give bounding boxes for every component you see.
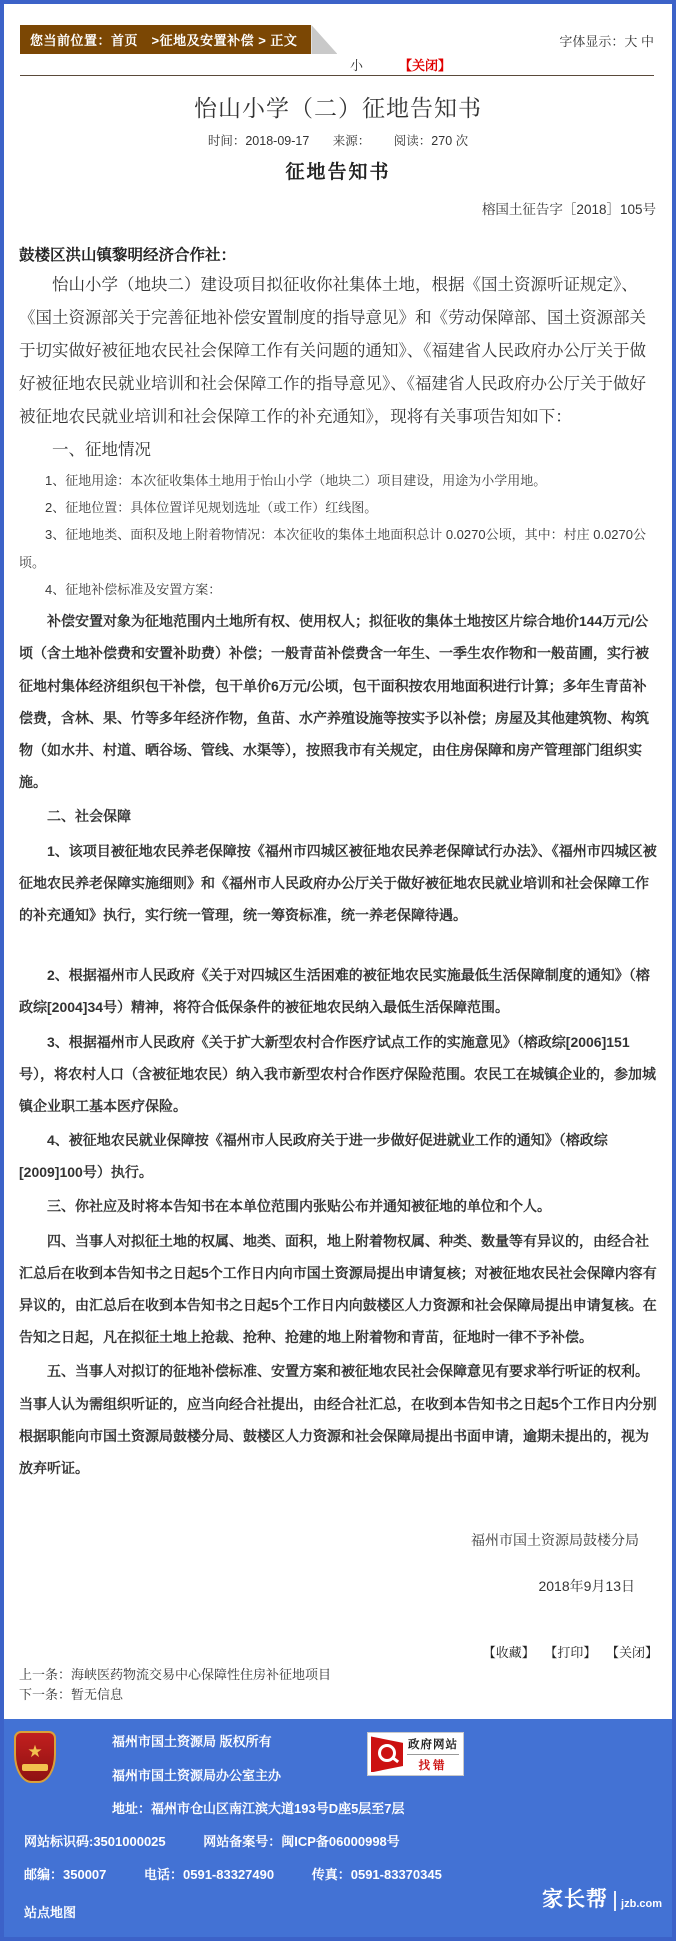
government-emblem-logo — [14, 1731, 56, 1783]
prev-article-link[interactable]: 上一条：海峡医药物流交易中心保障性住房补征地项目 — [19, 1667, 332, 1683]
meta-source: 来源： — [332, 134, 371, 148]
footer-site-id-row — [24, 1833, 652, 1851]
article-paragraph: 4、被征地农民就业保障按《福州市人民政府关于进一步做好促进就业工作的通知》（榕政综[2009]100号）执行。 — [19, 1132, 608, 1181]
font-size-control[interactable]: 字体显示：大 中 — [559, 34, 654, 49]
article-body — [4, 244, 672, 1596]
meta-views: 阅读：270 次 — [393, 134, 469, 148]
action-links — [4, 1642, 672, 1661]
article-paragraph: 3、根据福州市人民政府《关于扩大新型农村合作医疗试点工作的实施意见》（榕政综[2006]151号），将农村人口（含被征地农民）纳入我市新型农村合作医疗保险范围。农民工在城镇企业的，参加城镇企业职工基本医疗保险。 — [19, 1033, 656, 1114]
footer-zipcode: 邮编：350007 — [24, 1867, 107, 1883]
signature-block — [19, 1530, 657, 1596]
meta-time: 时间：2018-09-17 — [207, 134, 310, 148]
watermark-divider — [614, 1891, 616, 1911]
document-title: 征地告知书 — [285, 162, 391, 183]
gov-badge-line2: 找错 — [418, 1759, 448, 1772]
footer-phone: 电话：0591-83327490 — [144, 1867, 275, 1883]
signer: 福州市国土资源局鼓楼分局 — [471, 1532, 639, 1549]
top-bar — [20, 25, 654, 54]
sub-bar — [20, 54, 654, 76]
footer-address: 地址：福州市仓山区南江滨大道193号D座5层至7层 — [112, 1800, 405, 1816]
document-number: 榕国土征告字［2018］105号 — [481, 202, 656, 217]
site-footer — [4, 1719, 672, 1936]
gov-badge-text — [403, 1733, 463, 1775]
close-link[interactable]: 【关闭】 — [399, 58, 452, 73]
footer-icp[interactable]: 网站备案号：闽ICP备06000998号 — [203, 1834, 400, 1849]
article-paragraph: 一、征地情况 — [52, 440, 151, 459]
next-article-link[interactable]: 下一条：暂无信息 — [19, 1687, 124, 1703]
breadcrumb[interactable] — [20, 25, 337, 54]
article-paragraph: 2、根据福州市人民政府《关于对四城区生活困难的被征地农民实施最低生活保障制度的通知》（榕政综[2004]34号）精神，将符合低保条件的被征地农民纳入最低生活保障范围。 — [19, 967, 650, 1016]
article-paragraph: 四、当事人对拟征土地的权属、地类、面积，地上附着物权属、种类、数量等有异议的，由经合社汇总后在收到本告知书之日起5个工作日内向市国土资源局提出申请复核；对被征地农民社会保障内容有异议的，由汇总后在收到本告知书之日起5个工作日内向鼓楼区人力资源和社会保障局提出申请复核。在告知之日起，凡在拟征土地上抢裁、抢种、抢建的地上附着物和青苗，征地时一律不予补偿。 — [19, 1232, 657, 1346]
article-paragraph: 1、征地用途：本次征收集体土地用于怡山小学（地块二）项目建设，用途为小学用地。 — [45, 472, 547, 488]
article-paragraph: 怡山小学（地块二）建设项目拟征收你社集体土地，根据《国土资源听证规定》、《国土资源部关于完善征地补偿安置制度的指导意见》和《劳动保障部、国土资源部关于切实做好被征地农民社会保障工作有关问题的通知》、《福建省人民政府办公厅关于做好被征地农民就业培训和社会保障工作的指导意见》、《福建省人民政府办公厅关于做好被征地农民就业培训和社会保障工作的补充通知》，现将有关事项告知如下： — [19, 275, 646, 426]
breadcrumb-label[interactable]: 您当前位置：首页 >征地及安置补偿 > 正文 — [20, 25, 311, 54]
article-paragraph: 1、该项目被征地农民养老保障按《福州市四城区被征地农民养老保障试行办法》、《福州市四城区被征地农民养老保障实施细则》和《福州市人民政府办公厅关于做好被征地农民就业培训和社会保障工作的补充通知》执行，实行统一管理，统一筹资标准，统一养老保障待遇。 — [19, 842, 657, 923]
article-paragraph: 三、你社应及时将本告知书在本单位范围内张贴公布并通知被征地的单位和个人。 — [47, 1198, 551, 1215]
print-button[interactable]: 【打印】 — [544, 1645, 597, 1661]
sign-date: 2018年9月13日 — [538, 1578, 635, 1595]
breadcrumb-arrow-icon — [311, 25, 337, 54]
page-title: 怡山小学（二）征地告知书 — [194, 95, 482, 121]
article-paragraph: 补偿安置对象为征地范围内土地所有权、使用权人；拟征收的集体土地按区片综合地价144万元/公顷（含土地补偿费和安置补助费）补偿；一般青苗补偿费含一年生、一季生农作物和一般苗圃，实行被征地村集体经济组织包干补偿，包干单价6万元/公顷，包干面积按农用地面积进行计算；多年生青苗补偿费，含林、果、竹等多年经济作物，鱼苗、水产养殖设施等按实予以补偿；房屋及其他建筑物、构筑物（如水井、村道、晒谷场、管线、水渠等），按照我市有关规定，由住房保障和房产管理部门组织实施。 — [19, 613, 649, 791]
close-button[interactable]: 【关闭】 — [605, 1645, 658, 1661]
emblem-band-decoration — [22, 1764, 48, 1771]
gov-site-error-badge[interactable] — [367, 1732, 464, 1776]
addressee: 鼓楼区洪山镇黎明经济合作社： — [19, 247, 237, 264]
magnifier-icon — [371, 1736, 403, 1772]
footer-site-id: 网站标识码:3501000025 — [24, 1834, 166, 1849]
favorite-button[interactable]: 【收藏】 — [482, 1645, 535, 1661]
article-paragraph: 4、征地补偿标准及安置方案： — [45, 581, 222, 597]
paragraph-list — [19, 269, 657, 1484]
font-size-small-link[interactable]: 小 — [350, 58, 364, 73]
sitemap-link[interactable]: 站点地图 — [24, 1905, 77, 1921]
footer-fax: 传真：0591-83370345 — [311, 1867, 442, 1883]
article-paragraph: 五、当事人对拟订的征地补偿标准、安置方案和被征地农民社会保障意见有要求举行听证的权利。当事人认为需组织听证的，应当向经合社提出，由经合社汇总，在收到本告知书之日起5个工作日内分别根据职能向市国土资源局鼓楼分局、鼓楼区人力资源和社会保障局提出书面申请，逾期未提出的，视为放弃听证。 — [19, 1363, 657, 1476]
prev-next-nav — [4, 1661, 672, 1719]
article-paragraph: 2、征地位置：具体位置详见规划选址（或工作）红线图。 — [45, 500, 378, 516]
watermark-domain: jzb.com — [621, 1897, 662, 1910]
watermark-logo — [542, 1883, 662, 1913]
footer-organizer: 福州市国土资源局办公室主办 — [112, 1767, 282, 1783]
article-paragraph: 3、征地地类、面积及地上附着物情况：本次征收的集体土地面积总计 0.0270公顷，其中：村庄 0.0270公顷。 — [19, 527, 646, 570]
footer-copyright: 福州市国土资源局 版权所有 — [112, 1734, 272, 1750]
article-meta — [4, 131, 672, 149]
star-icon: ★ — [27, 1742, 43, 1762]
article-paragraph: 二、社会保障 — [47, 808, 131, 825]
watermark-name: 家长帮 — [542, 1887, 609, 1911]
gov-badge-line1: 政府网站 — [407, 1736, 459, 1755]
